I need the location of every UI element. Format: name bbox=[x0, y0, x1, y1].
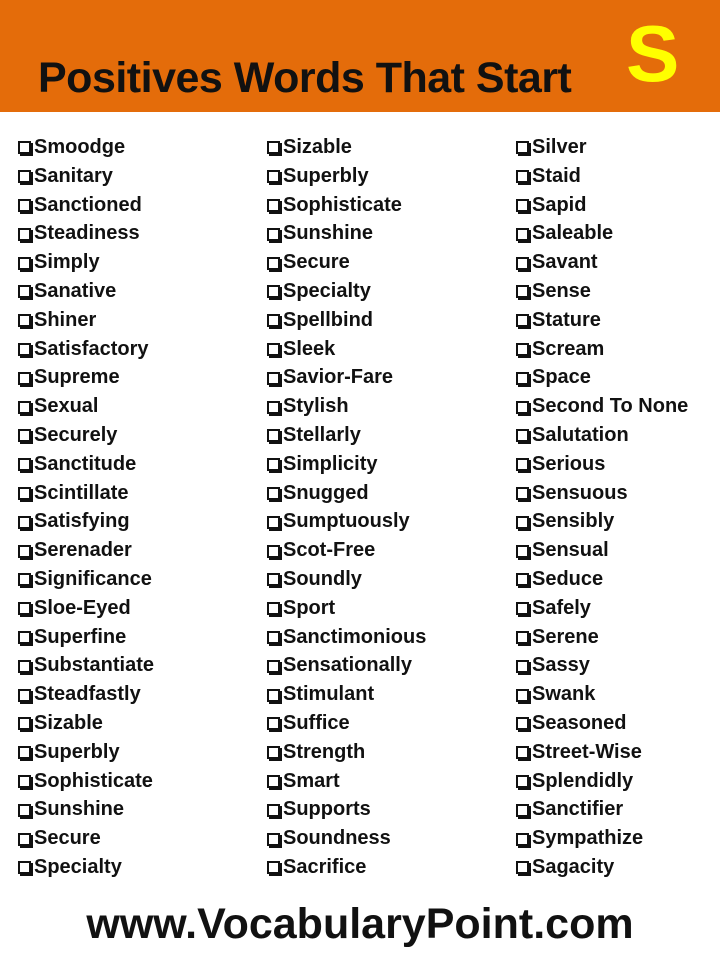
word-label: Serenader bbox=[34, 539, 132, 562]
checkbox-icon bbox=[267, 573, 280, 586]
word-label: Smart bbox=[283, 769, 340, 792]
list-item bbox=[516, 738, 688, 767]
checkbox-icon bbox=[18, 199, 31, 212]
checkbox-icon bbox=[18, 631, 31, 644]
list-item bbox=[516, 680, 688, 709]
word-label: Swank bbox=[532, 683, 596, 706]
checkbox-icon bbox=[516, 689, 529, 702]
word-label: Seduce bbox=[532, 567, 604, 590]
list-item bbox=[267, 450, 426, 479]
checkbox-icon bbox=[18, 573, 31, 586]
list-item bbox=[516, 450, 688, 479]
list-item bbox=[516, 709, 688, 738]
word-label: Substantiate bbox=[34, 654, 155, 677]
checkbox-icon bbox=[18, 516, 31, 529]
list-item bbox=[18, 335, 154, 364]
checkbox-icon bbox=[267, 746, 280, 759]
checkbox-icon bbox=[18, 170, 31, 183]
checkbox-icon bbox=[516, 602, 529, 615]
list-item bbox=[18, 853, 154, 882]
list-item bbox=[267, 219, 426, 248]
checkbox-icon bbox=[267, 487, 280, 500]
word-label: Stature bbox=[532, 308, 601, 331]
checkbox-icon bbox=[18, 285, 31, 298]
list-item bbox=[267, 363, 426, 392]
word-label: Spellbind bbox=[283, 308, 373, 331]
word-label: Sensuous bbox=[532, 481, 628, 504]
word-label: Sophisticate bbox=[283, 193, 402, 216]
word-label: Sanctioned bbox=[34, 193, 142, 216]
list-item bbox=[516, 507, 688, 536]
list-item bbox=[18, 709, 154, 738]
list-item bbox=[516, 767, 688, 796]
list-item bbox=[18, 738, 154, 767]
word-label: Secure bbox=[283, 251, 350, 274]
list-item bbox=[267, 767, 426, 796]
list-item bbox=[516, 853, 688, 882]
word-label: Superfine bbox=[34, 625, 127, 648]
word-label: Sassy bbox=[532, 654, 590, 677]
word-label: Superbly bbox=[34, 740, 120, 763]
word-label: Stellarly bbox=[283, 423, 361, 446]
list-item bbox=[516, 623, 688, 652]
list-item bbox=[267, 680, 426, 709]
checkbox-icon bbox=[267, 141, 280, 154]
checkbox-icon bbox=[18, 401, 31, 414]
list-item bbox=[516, 479, 688, 508]
checkbox-icon bbox=[18, 689, 31, 702]
checkbox-icon bbox=[267, 516, 280, 529]
word-label: Sanative bbox=[34, 279, 117, 302]
word-label: Saleable bbox=[532, 222, 614, 245]
checkbox-icon bbox=[18, 487, 31, 500]
checkbox-icon bbox=[18, 314, 31, 327]
checkbox-icon bbox=[18, 458, 31, 471]
checkbox-icon bbox=[516, 257, 529, 270]
checkbox-icon bbox=[516, 228, 529, 241]
list-item bbox=[18, 392, 154, 421]
word-label: Specialty bbox=[34, 855, 122, 878]
word-label: Sloe-Eyed bbox=[34, 596, 131, 619]
word-label: Sleek bbox=[283, 337, 336, 360]
word-label: Space bbox=[532, 366, 591, 389]
list-item bbox=[516, 795, 688, 824]
checkbox-icon bbox=[267, 660, 280, 673]
list-item bbox=[516, 335, 688, 364]
word-label: Sanctitude bbox=[34, 452, 137, 475]
list-item bbox=[516, 594, 688, 623]
checkbox-icon bbox=[267, 833, 280, 846]
checkbox-icon bbox=[516, 775, 529, 788]
list-item bbox=[516, 191, 688, 220]
word-column-1 bbox=[18, 133, 154, 882]
checkbox-icon bbox=[18, 804, 31, 817]
checkbox-icon bbox=[18, 429, 31, 442]
checkbox-icon bbox=[267, 602, 280, 615]
checkbox-icon bbox=[516, 573, 529, 586]
highlight-letter: S bbox=[626, 9, 680, 98]
word-label: Sport bbox=[283, 596, 336, 619]
list-item bbox=[516, 306, 688, 335]
list-item bbox=[267, 191, 426, 220]
word-label: Sanitary bbox=[34, 164, 113, 187]
checkbox-icon bbox=[18, 141, 31, 154]
word-label: Strength bbox=[283, 740, 366, 763]
checkbox-icon bbox=[516, 660, 529, 673]
checkbox-icon bbox=[516, 429, 529, 442]
checkbox-icon bbox=[516, 861, 529, 874]
checkbox-icon bbox=[18, 343, 31, 356]
word-label: Sumptuously bbox=[283, 510, 410, 533]
word-column-3 bbox=[516, 133, 688, 882]
website-footer: www.VocabularyPoint.com bbox=[86, 900, 634, 948]
checkbox-icon bbox=[516, 343, 529, 356]
word-label: Sapid bbox=[532, 193, 587, 216]
list-item bbox=[267, 507, 426, 536]
word-label: Scream bbox=[532, 337, 605, 360]
list-item bbox=[18, 507, 154, 536]
word-label: Safely bbox=[532, 596, 591, 619]
checkbox-icon bbox=[516, 833, 529, 846]
checkbox-icon bbox=[267, 429, 280, 442]
list-item bbox=[267, 248, 426, 277]
list-item bbox=[516, 133, 688, 162]
word-label: Steadfastly bbox=[34, 683, 141, 706]
list-item bbox=[516, 421, 688, 450]
word-label: Serious bbox=[532, 452, 606, 475]
checkbox-icon bbox=[267, 804, 280, 817]
checkbox-icon bbox=[267, 372, 280, 385]
word-label: Sizable bbox=[34, 711, 103, 734]
list-item bbox=[267, 277, 426, 306]
word-label: Superbly bbox=[283, 164, 369, 187]
list-item bbox=[18, 162, 154, 191]
list-item bbox=[267, 651, 426, 680]
word-label: Sacrifice bbox=[283, 855, 367, 878]
word-label: Sensual bbox=[532, 539, 609, 562]
checkbox-icon bbox=[267, 314, 280, 327]
list-item bbox=[18, 536, 154, 565]
list-item bbox=[18, 421, 154, 450]
list-item bbox=[516, 651, 688, 680]
list-item bbox=[267, 306, 426, 335]
checkbox-icon bbox=[516, 285, 529, 298]
list-item bbox=[267, 623, 426, 652]
checkbox-icon bbox=[267, 257, 280, 270]
checkbox-icon bbox=[516, 516, 529, 529]
word-column-2 bbox=[267, 133, 426, 882]
word-label: Scintillate bbox=[34, 481, 129, 504]
word-label: Street-Wise bbox=[532, 740, 642, 763]
word-label: Simplicity bbox=[283, 452, 378, 475]
checkbox-icon bbox=[18, 746, 31, 759]
word-label: Snugged bbox=[283, 481, 369, 504]
checkbox-icon bbox=[267, 401, 280, 414]
list-item bbox=[18, 133, 154, 162]
list-item bbox=[18, 824, 154, 853]
checkbox-icon bbox=[267, 228, 280, 241]
list-item bbox=[18, 248, 154, 277]
word-label: Soundness bbox=[283, 827, 391, 850]
list-item bbox=[516, 565, 688, 594]
checkbox-icon bbox=[267, 717, 280, 730]
word-label: Satisfactory bbox=[34, 337, 149, 360]
list-item bbox=[267, 335, 426, 364]
checkbox-icon bbox=[516, 545, 529, 558]
checkbox-icon bbox=[516, 631, 529, 644]
checkbox-icon bbox=[516, 199, 529, 212]
word-label: Seasoned bbox=[532, 711, 627, 734]
word-label: Sense bbox=[532, 279, 591, 302]
checkbox-icon bbox=[516, 170, 529, 183]
checkbox-icon bbox=[267, 689, 280, 702]
word-label: Steadiness bbox=[34, 222, 140, 245]
word-label: Sizable bbox=[283, 136, 352, 158]
list-item bbox=[267, 536, 426, 565]
list-item bbox=[516, 219, 688, 248]
checkbox-icon bbox=[267, 199, 280, 212]
word-label: Sunshine bbox=[283, 222, 374, 245]
list-item bbox=[516, 277, 688, 306]
word-label: Silver bbox=[532, 136, 587, 158]
checkbox-icon bbox=[516, 804, 529, 817]
list-item bbox=[18, 479, 154, 508]
checkbox-icon bbox=[516, 487, 529, 500]
list-item bbox=[267, 853, 426, 882]
checkbox-icon bbox=[516, 372, 529, 385]
word-label: Staid bbox=[532, 164, 581, 187]
list-item bbox=[516, 536, 688, 565]
list-item bbox=[267, 565, 426, 594]
checkbox-icon bbox=[18, 228, 31, 241]
checkbox-icon bbox=[516, 458, 529, 471]
list-item bbox=[18, 565, 154, 594]
checkbox-icon bbox=[18, 545, 31, 558]
list-item bbox=[18, 623, 154, 652]
list-item bbox=[18, 651, 154, 680]
list-item bbox=[18, 363, 154, 392]
list-item bbox=[267, 479, 426, 508]
checkbox-icon bbox=[516, 717, 529, 730]
checkbox-icon bbox=[18, 861, 31, 874]
word-label: Sensationally bbox=[283, 654, 412, 677]
list-item bbox=[18, 306, 154, 335]
word-label: Serene bbox=[532, 625, 599, 648]
word-label: Satisfying bbox=[34, 510, 130, 533]
word-label: Significance bbox=[34, 567, 152, 590]
list-item bbox=[267, 709, 426, 738]
list-item bbox=[516, 248, 688, 277]
list-item bbox=[18, 450, 154, 479]
checkbox-icon bbox=[267, 631, 280, 644]
word-label: Savant bbox=[532, 251, 598, 274]
word-label: Sexual bbox=[34, 395, 99, 418]
checkbox-icon bbox=[267, 545, 280, 558]
checkbox-icon bbox=[18, 717, 31, 730]
word-label: Smoodge bbox=[34, 136, 126, 158]
word-label: Securely bbox=[34, 423, 118, 446]
checkbox-icon bbox=[18, 660, 31, 673]
word-label: Sagacity bbox=[532, 855, 615, 878]
checkbox-icon bbox=[267, 285, 280, 298]
checkbox-icon bbox=[516, 746, 529, 759]
checkbox-icon bbox=[18, 602, 31, 615]
list-item bbox=[267, 594, 426, 623]
list-item bbox=[18, 277, 154, 306]
header-banner bbox=[0, 0, 720, 112]
word-label: Salutation bbox=[532, 423, 629, 446]
list-item bbox=[267, 133, 426, 162]
word-label: Secure bbox=[34, 827, 101, 850]
page-title: Positives Words That Start bbox=[38, 54, 572, 102]
word-label: Splendidly bbox=[532, 769, 634, 792]
checkbox-icon bbox=[267, 343, 280, 356]
list-item bbox=[18, 219, 154, 248]
list-item bbox=[18, 795, 154, 824]
word-label: Soundly bbox=[283, 567, 362, 590]
word-label: Simply bbox=[34, 251, 100, 274]
word-label: Sanctimonious bbox=[283, 625, 427, 648]
checkbox-icon bbox=[267, 775, 280, 788]
checkbox-icon bbox=[18, 833, 31, 846]
checkbox-icon bbox=[18, 257, 31, 270]
list-item bbox=[267, 795, 426, 824]
list-item bbox=[18, 767, 154, 796]
word-label: Scot-Free bbox=[283, 539, 376, 562]
checkbox-icon bbox=[516, 314, 529, 327]
list-item bbox=[516, 824, 688, 853]
list-item bbox=[18, 680, 154, 709]
word-label: Sympathize bbox=[532, 827, 644, 850]
word-label: Savior-Fare bbox=[283, 366, 394, 389]
list-item bbox=[267, 162, 426, 191]
word-label: Second To None bbox=[532, 395, 689, 418]
word-label: Sanctifier bbox=[532, 798, 624, 821]
word-label: Shiner bbox=[34, 308, 97, 331]
list-item bbox=[516, 363, 688, 392]
list-item bbox=[516, 162, 688, 191]
checkbox-icon bbox=[267, 458, 280, 471]
word-label: Sophisticate bbox=[34, 769, 153, 792]
word-label: Stylish bbox=[283, 395, 349, 418]
list-item bbox=[267, 824, 426, 853]
list-item bbox=[267, 392, 426, 421]
list-item bbox=[18, 191, 154, 220]
word-label: Supreme bbox=[34, 366, 120, 389]
word-label: Sunshine bbox=[34, 798, 125, 821]
checkbox-icon bbox=[267, 170, 280, 183]
checkbox-icon bbox=[18, 775, 31, 788]
word-label: Stimulant bbox=[283, 683, 375, 706]
checkbox-icon bbox=[267, 861, 280, 874]
list-item bbox=[267, 738, 426, 767]
list-item bbox=[267, 421, 426, 450]
checkbox-icon bbox=[516, 141, 529, 154]
word-label: Supports bbox=[283, 798, 371, 821]
list-item bbox=[18, 594, 154, 623]
list-item bbox=[516, 392, 688, 421]
word-label: Specialty bbox=[283, 279, 371, 302]
checkbox-icon bbox=[516, 401, 529, 414]
checkbox-icon bbox=[18, 372, 31, 385]
word-label: Sensibly bbox=[532, 510, 615, 533]
word-label: Suffice bbox=[283, 711, 350, 734]
